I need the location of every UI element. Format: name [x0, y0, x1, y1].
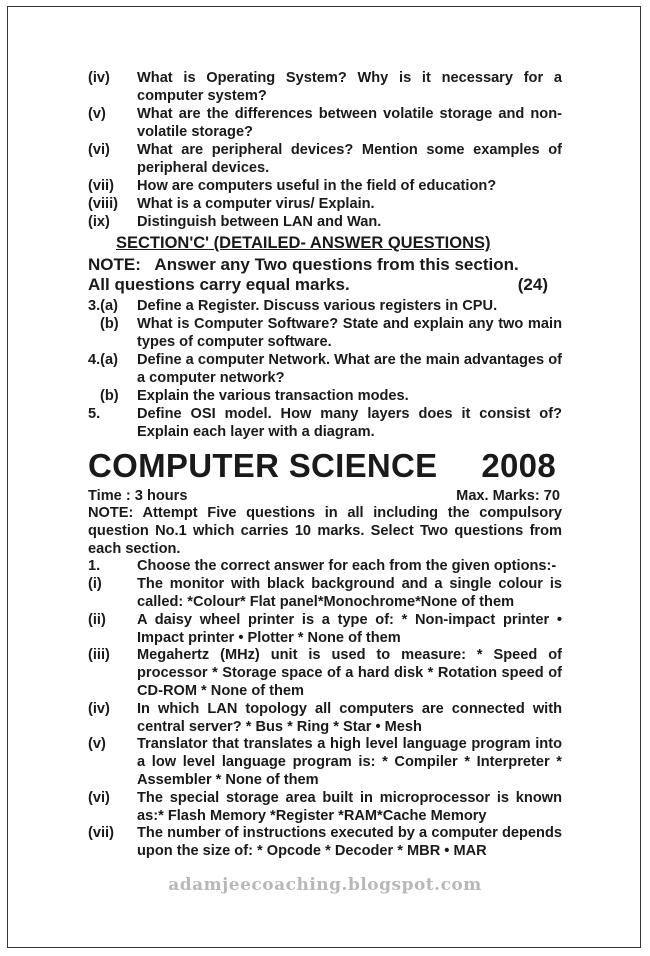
question-text: How are computers useful in the field of education?: [137, 178, 497, 194]
question-number: 5.: [88, 406, 101, 422]
question-number: (vii): [88, 178, 114, 194]
footer-watermark: adamjeecoaching.blogspot.com: [168, 874, 482, 895]
question-item: [88, 558, 562, 576]
question-text: Explain the various transaction modes.: [137, 388, 409, 404]
section-b-questions: [88, 69, 562, 231]
mcq-number: (ii): [88, 611, 106, 628]
subject-title: COMPUTER SCIENCE: [88, 447, 438, 484]
question-text: What is Operating System? Why is it necessary for a computer system?: [137, 70, 562, 104]
mcq-item: [88, 576, 562, 612]
mcq-text: The monitor with black background and a single colour is called: *Colour* Flat panel*Monochrome*None of them: [137, 576, 562, 610]
question-text: What is Computer Software? State and explain any two main types of computer software.: [137, 316, 562, 350]
question-text: Define a Register. Discuss various registers in CPU.: [137, 298, 498, 314]
mcq-text: In which LAN topology all computers are connected with central server? * Bus * Ring * Star • Mesh: [137, 700, 562, 735]
time-allowed: Time : 3 hours: [88, 488, 188, 504]
paper-title: [88, 447, 556, 485]
question-number: (b): [100, 316, 119, 332]
paper-info: [88, 487, 560, 505]
paper-year: 2008: [481, 447, 556, 484]
question-item: [88, 315, 562, 351]
mcq-item: [88, 612, 562, 648]
max-marks: Max. Marks: 70: [456, 488, 560, 504]
mcq-number: (vii): [88, 825, 114, 842]
mcq-text: A daisy wheel printer is a type of: * Non-impact printer • Impact printer • Plotter * None of them: [137, 611, 562, 646]
question-item: [88, 405, 562, 441]
question-number: (iv): [88, 70, 110, 86]
question-number: 1.: [88, 558, 101, 575]
mcq-text: Translator that translates a high level language program into a low level language program is: * Compiler * Interpreter * Assembler * None of them: [137, 736, 562, 788]
mcq-number: (v): [88, 736, 106, 753]
mcq-number: (iii): [88, 647, 110, 664]
question-number: (viii): [88, 196, 118, 212]
mcq-text: The special storage area built in microprocessor is known as:* Flash Memory *Register *RAM*Cache Memory: [137, 789, 562, 824]
mcq-number: (i): [88, 576, 102, 593]
question-number: (b): [100, 388, 119, 404]
question-item: [88, 195, 562, 213]
question-number: (ix): [88, 214, 110, 230]
paper-note: NOTE: Attempt Five questions in all including the compulsory question No.1 which carries 10 marks. Select Two questions from each section.: [88, 505, 562, 557]
question-number: 3.(a): [88, 298, 119, 314]
question-item: [88, 141, 562, 177]
note-line: NOTE: Answer any Two questions from this section.: [88, 255, 519, 274]
mcq-text: The number of instructions executed by a computer depends upon the size of: * Opcode * Decoder * MBR • MAR: [137, 825, 562, 860]
question-item: [88, 213, 562, 231]
section-c-note: [88, 255, 562, 295]
question-number: (vi): [88, 142, 110, 158]
question-text: Choose the correct answer for each from the given options:-: [137, 558, 557, 575]
question-item: [88, 105, 562, 141]
mcq-item: [88, 790, 562, 826]
section-c-heading: SECTION'C' (DETAILED- ANSWER QUESTIONS): [116, 234, 491, 252]
note-line: All questions carry equal marks.: [88, 275, 350, 294]
question-text: Define OSI model. How many layers does it consist of? Explain each layer with a diagram.: [137, 406, 562, 440]
section-c-questions: [88, 297, 562, 441]
mcq-item: [88, 736, 562, 789]
question-text: What are peripheral devices? Mention some examples of peripheral devices.: [137, 142, 562, 176]
question-item: [88, 297, 562, 315]
question-text: What is a computer virus/ Explain.: [137, 196, 375, 212]
question-text: Distinguish between LAN and Wan.: [137, 214, 382, 230]
mcq-number: (iv): [88, 700, 110, 717]
question-item: [88, 69, 562, 105]
question-item: [88, 387, 562, 405]
mcq-item: [88, 825, 562, 861]
question-text: What are the differences between volatile storage and non-volatile storage?: [137, 106, 562, 140]
compulsory-section: [88, 505, 562, 861]
question-number: 4.(a): [88, 352, 119, 368]
mcq-item: [88, 701, 562, 737]
question-item: [88, 177, 562, 195]
question-text: Define a computer Network. What are the main advantages of a computer network?: [137, 352, 562, 386]
question-item: [88, 351, 562, 387]
mcq-item: [88, 647, 562, 700]
mcq-text: Megahertz (MHz) unit is used to measure: * Speed of processor * Storage space of a hard disk * Rotation speed of CD-ROM * None of them: [137, 647, 562, 699]
section-marks: (24): [517, 275, 548, 294]
mcq-number: (vi): [88, 789, 110, 806]
question-number: (v): [88, 106, 106, 122]
